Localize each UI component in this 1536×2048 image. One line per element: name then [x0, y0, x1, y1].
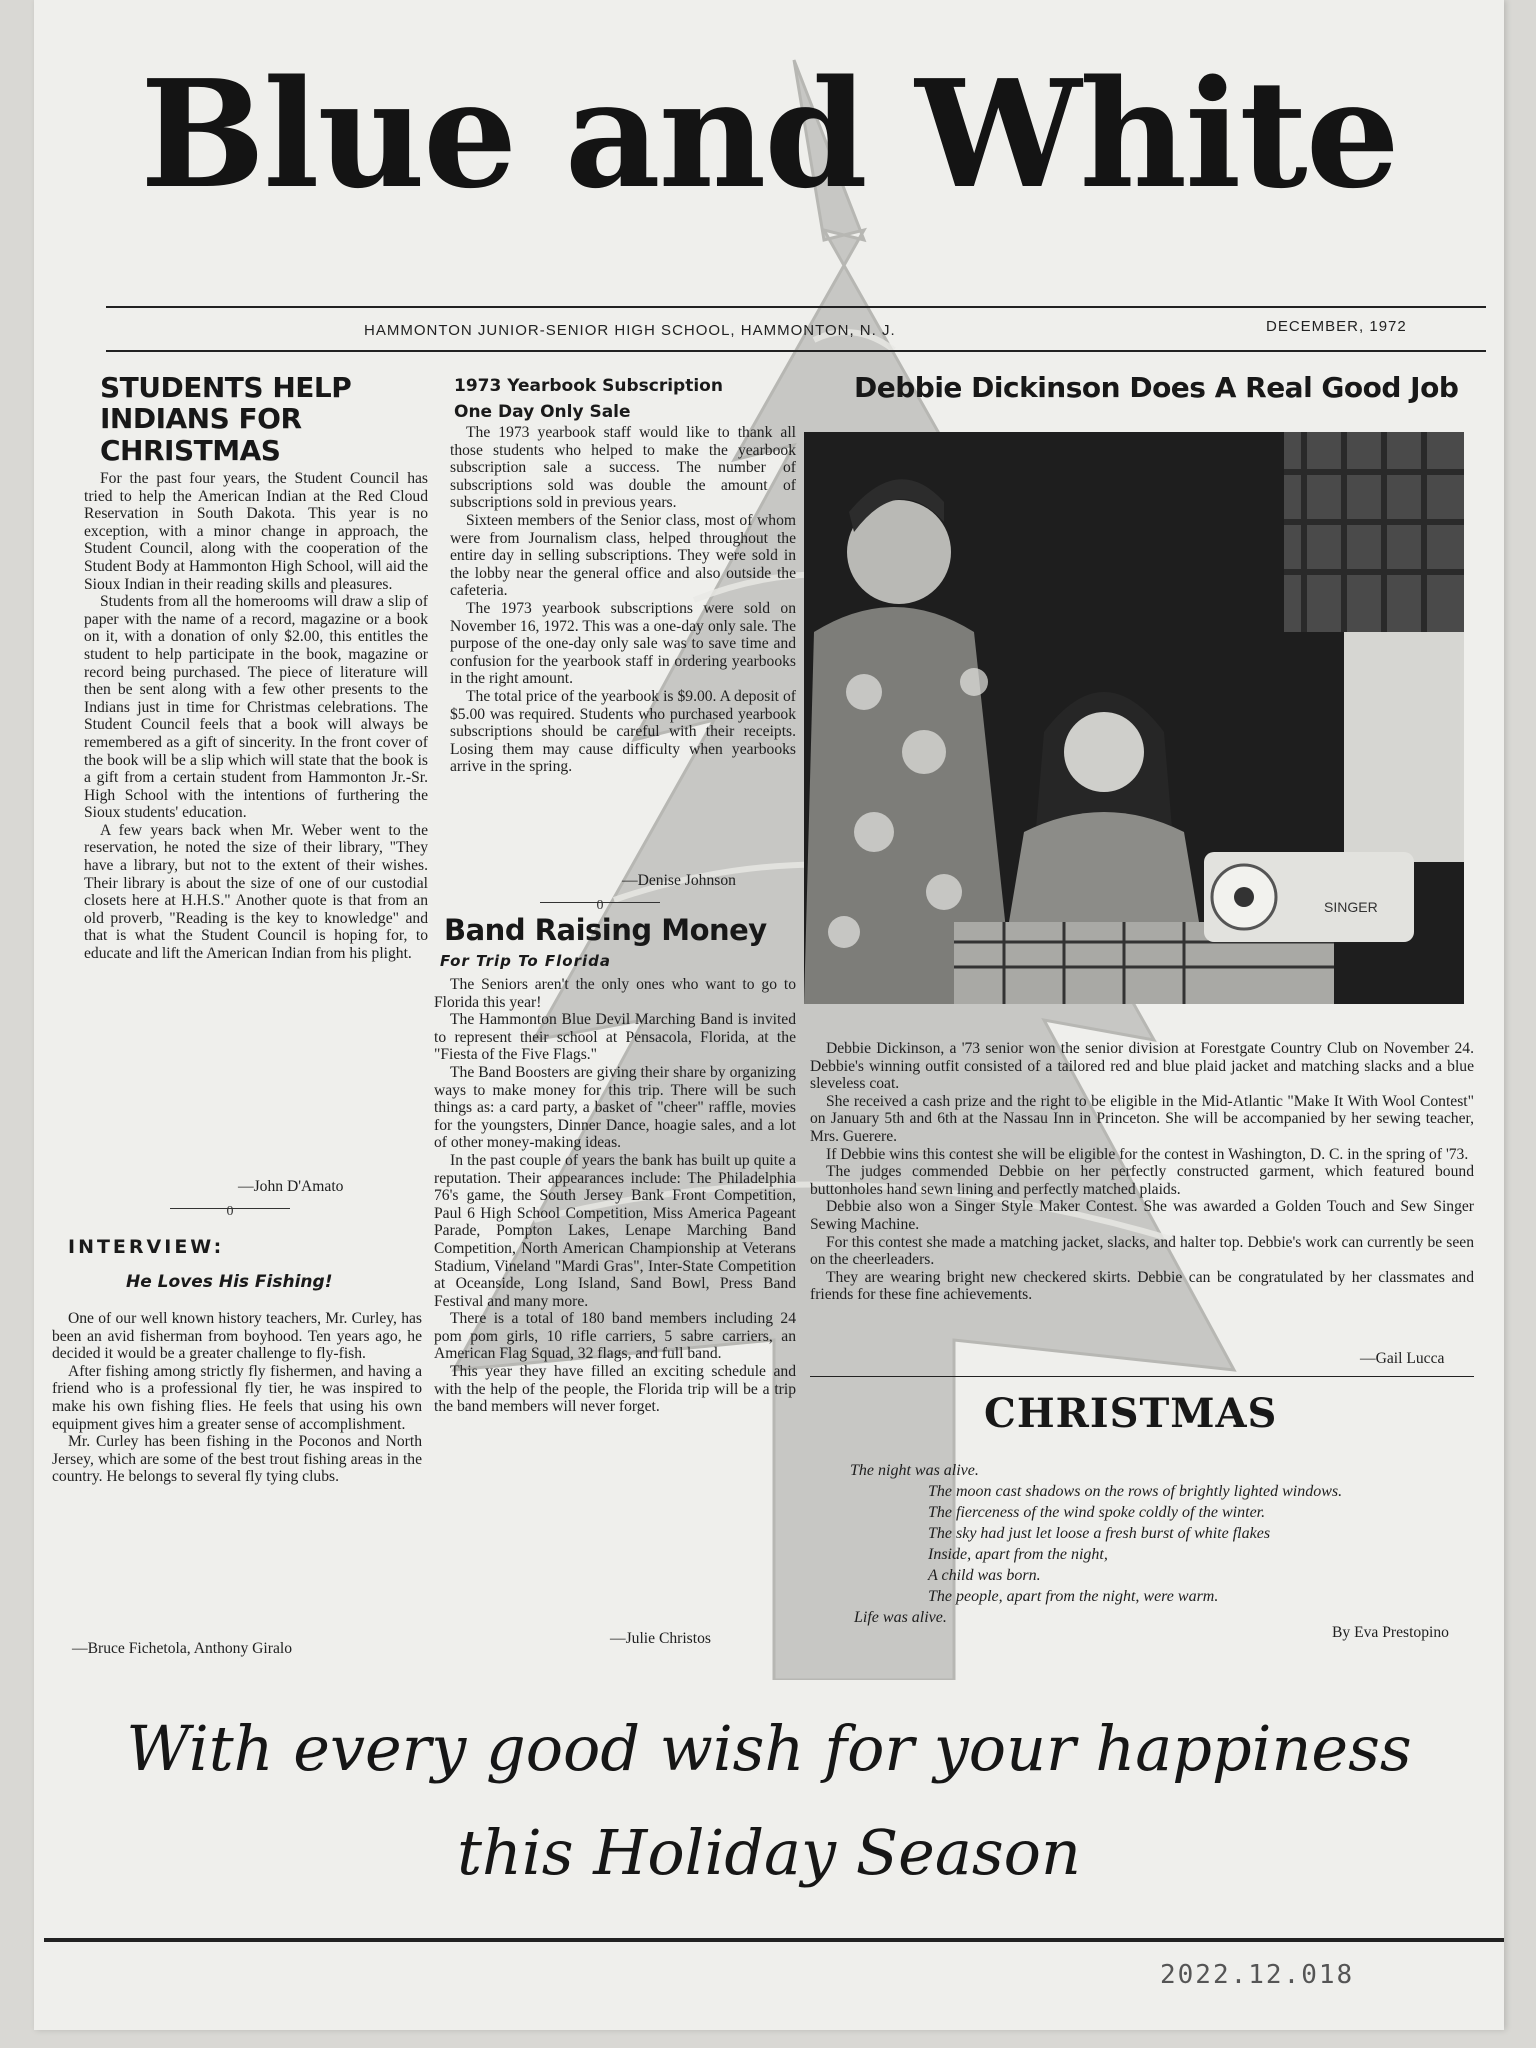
yearbook-paragraph: The 1973 yearbook staff would like to thank all those students who helped to make the yearbook subscription sale a success. The number of subscriptions sold was double the amount of subscriptions sold in previous years.	[450, 424, 796, 512]
poem-line: The sky had just let loose a fresh burst of white flakes	[928, 1525, 1271, 1542]
poem-line: The night was alive.	[850, 1462, 979, 1479]
debbie-paragraph: Debbie also won a Singer Style Maker Contest. She was awarded a Golden Touch and Sew Singer Sewing Machine.	[810, 1198, 1474, 1233]
band-byline: —Julie Christos	[610, 1630, 711, 1647]
yearbook-paragraph: The total price of the yearbook is $9.00. A deposit of $5.00 was required. Students who purchased yearbook subscriptions should be careful with their receipts. Losing them may cause difficulty when yearbooks arrive in the spring.	[450, 687, 796, 776]
yearbook-divider: 0	[540, 902, 660, 909]
debbie-paragraph: She received a cash prize and the right to be eligible in the Mid-Atlantic "Make It With Wool Contest" on January 5th and 6th at the Nassau Inn in Princeton. She will be accompanied by her sewing teacher, Mrs. Guerere.	[810, 1092, 1474, 1145]
indians-article	[84, 470, 428, 963]
interview-paragraph: One of our well known history teachers, Mr. Curley, has been an avid fisherman from boyhood. Ten years ago, he decided it would be a greater challenge to fly-fish.	[52, 1310, 422, 1363]
indians-paragraph: For the past four years, the Student Council has tried to help the American Indian at the Red Cloud Reservation in South Dakota. This year is no exception, with a minor change in approach, the Student Council, along with the cooperation of the Student Body at Hammonton High School, will aid the Sioux Indian in their reading skills and pleasures.	[84, 470, 428, 593]
singer-label: SINGER	[1324, 899, 1378, 915]
greeting-line-1: With every good wish for your happiness	[126, 1712, 1412, 1785]
yearbook-paragraph: Sixteen members of the Senior class, most of whom were from Journalism class, helped throughout the entire day in selling subscriptions. They were sold in the lobby near the general office and also outside the cafeteria.	[450, 511, 796, 600]
indians-headline: STUDENTS HELP INDIANS FOR CHRISTMAS	[100, 371, 352, 467]
newspaper-page	[34, 0, 1504, 2030]
interview-subhead: He Loves His Fishing!	[126, 1272, 333, 1292]
interview-paragraph: After fishing among strictly fly fishermen, and having a friend who is a professional fly tier, he was inspired to make his own fishing flies. He feels that using his own equipment gives him a greater sense of accomplishment.	[52, 1362, 422, 1433]
yearbook-paragraph: The 1973 yearbook subscriptions were sold on November 16, 1972. This was a one-day only sale. The purpose of the one-day only sale was to save time and confusion for the yearbook staff in ordering yearbooks in the right amount.	[450, 599, 796, 688]
debbie-paragraph: They are wearing bright new checkered skirts. Debbie can be congratulated by her classmates and friends for these fine achievements.	[810, 1268, 1474, 1304]
debbie-byline: —Gail Lucca	[1360, 1350, 1445, 1367]
band-paragraph: This year they have filled an exciting schedule and with the help of the people, the Florida trip will be a trip the band members will never forget.	[434, 1363, 796, 1416]
band-paragraph: The Seniors aren't the only ones who want to go to Florida this year!	[434, 976, 796, 1011]
debbie-paragraph: Debbie Dickinson, a '73 senior won the senior division at Forestgate Country Club on November 24. Debbie's winning outfit consisted of a tailored red and blue plaid jacket and matching slacks and a blue sleveless coat.	[810, 1040, 1474, 1093]
yearbook-subhead: One Day Only Sale	[454, 402, 631, 422]
debbie-paragraph: For this contest she made a matching jacket, slacks, and halter top. Debbie's work can currently be seen on the cheerleaders.	[810, 1233, 1474, 1269]
band-paragraph: The Band Boosters are giving their share by organizing ways to make money for this trip. There will be such things as: a card party, a basket of "cheer" raffle, movies for the youngsters, Dinner Dance, hoagie sales, and a lot of other money-making ideas.	[434, 1063, 796, 1152]
poem-line: Inside, apart from the night,	[928, 1546, 1108, 1563]
band-headline: Band Raising Money	[444, 913, 767, 947]
interview-paragraph: Mr. Curley has been fishing in the Poconos and North Jersey, which are some of the best trout fishing areas in the country. He belongs to several fly tying clubs.	[52, 1433, 422, 1486]
interview-article	[52, 1310, 422, 1486]
poem-line: The people, apart from the night, were warm.	[928, 1588, 1219, 1605]
poem-line: The fierceness of the wind spoke coldly of the winter.	[928, 1504, 1266, 1521]
archive-number: 2022.12.018	[1160, 1960, 1355, 1990]
poem-line: A child was born.	[928, 1567, 1041, 1584]
debbie-photo	[804, 432, 1464, 1004]
school-line: HAMMONTON JUNIOR-SENIOR HIGH SCHOOL, HAMMONTON, N. J.	[364, 322, 896, 339]
band-paragraph: The Hammonton Blue Devil Marching Band is invited to represent their school at Pensacola, Florida, at the "Fiesta of the Five Flags."	[434, 1011, 796, 1064]
band-subhead: For Trip To Florida	[440, 952, 612, 970]
greeting-line-2: this Holiday Season	[457, 1816, 1081, 1889]
band-paragraph: In the past couple of years the bank has built up quite a reputation. Their appearances include: The Philadelphia 76's game, the South Jersey Bank Front Competition, Paul 6 High School Competition, Miss America Pageant Parade, Pompton Lakes, Lenape Marching Band Competition, North American Championship at Veterans Stadium, Vineland "Mardi Gras", Inter-State Competition at Oceanside, Long Island, Sand Bowl, Press Band Festival and many more.	[434, 1151, 796, 1310]
poem-byline: By Eva Prestopino	[1332, 1624, 1449, 1641]
indians-byline: —John D'Amato	[238, 1178, 344, 1195]
debbie-paragraph: If Debbie wins this contest she will be eligible for the contest in Washington, D. C. in the spring of '73.	[826, 1145, 1469, 1163]
indians-divider: 0	[170, 1208, 290, 1215]
poem-line: The moon cast shadows on the rows of brightly lighted windows.	[928, 1483, 1343, 1500]
yearbook-headline: 1973 Yearbook Subscription	[454, 376, 723, 396]
footer-rule	[44, 1938, 1504, 1942]
christmas-headline: CHRISTMAS	[984, 1390, 1278, 1437]
issue-date: DECEMBER, 1972	[1266, 318, 1407, 335]
debbie-article	[810, 1040, 1474, 1304]
debbie-paragraph: The judges commended Debbie on her perfectly constructed garment, which featured bound buttonholes hand sewn lining and perfectly matched plaids.	[810, 1163, 1474, 1198]
indians-paragraph: Students from all the homerooms will draw a slip of paper with the name of a record, magazine or a book on it, with a donation of only $2.00, this entitles the student to help participate in the book, magazine or record being purchased. The piece of literature will then be sent along with a few other presents to the Indians just in time for Christmas celebrations. The Student Council feels that a book will always be remembered as a gift of sincerity. In the front cover of the book will be a slip which will state that the book is a gift from a certain student from Hammonton Jr.-Sr. High School with the intentions of furthering the Sioux students' education.	[84, 593, 428, 822]
interview-label: INTERVIEW:	[68, 1236, 225, 1258]
band-paragraph: There is a total of 180 band members including 24 pom pom girls, 10 rifle carriers, 5 sabre carriers, an American Flag Squad, 32 flags, and full band.	[434, 1310, 796, 1363]
interview-byline: —Bruce Fichetola, Anthony Giralo	[72, 1640, 293, 1657]
debbie-headline: Debbie Dickinson Does A Real Good Job	[854, 371, 1459, 404]
photo-illustration	[804, 432, 1464, 1004]
yearbook-byline: —Denise Johnson	[622, 872, 736, 889]
band-article	[434, 976, 796, 1416]
header-rule-top	[106, 306, 1486, 308]
indians-paragraph: A few years back when Mr. Weber went to the reservation, he noted the size of their library, "They have a library, but not to the extent of their wishes. Their library is about the size of one of our custodial closets here at H.H.S." Another quote is that from an old proverb, "Reading is the key to knowledge" and that is what the Student Council is hoping for, to educate and lift the American Indian from his plight.	[84, 821, 428, 963]
christmas-rule	[810, 1376, 1474, 1377]
yearbook-article	[450, 424, 796, 776]
christmas-poem	[850, 1460, 1490, 1628]
masthead-title: Blue and White	[140, 47, 1398, 221]
header-rule-bottom	[106, 350, 1486, 352]
poem-line: Life was alive.	[854, 1609, 947, 1626]
